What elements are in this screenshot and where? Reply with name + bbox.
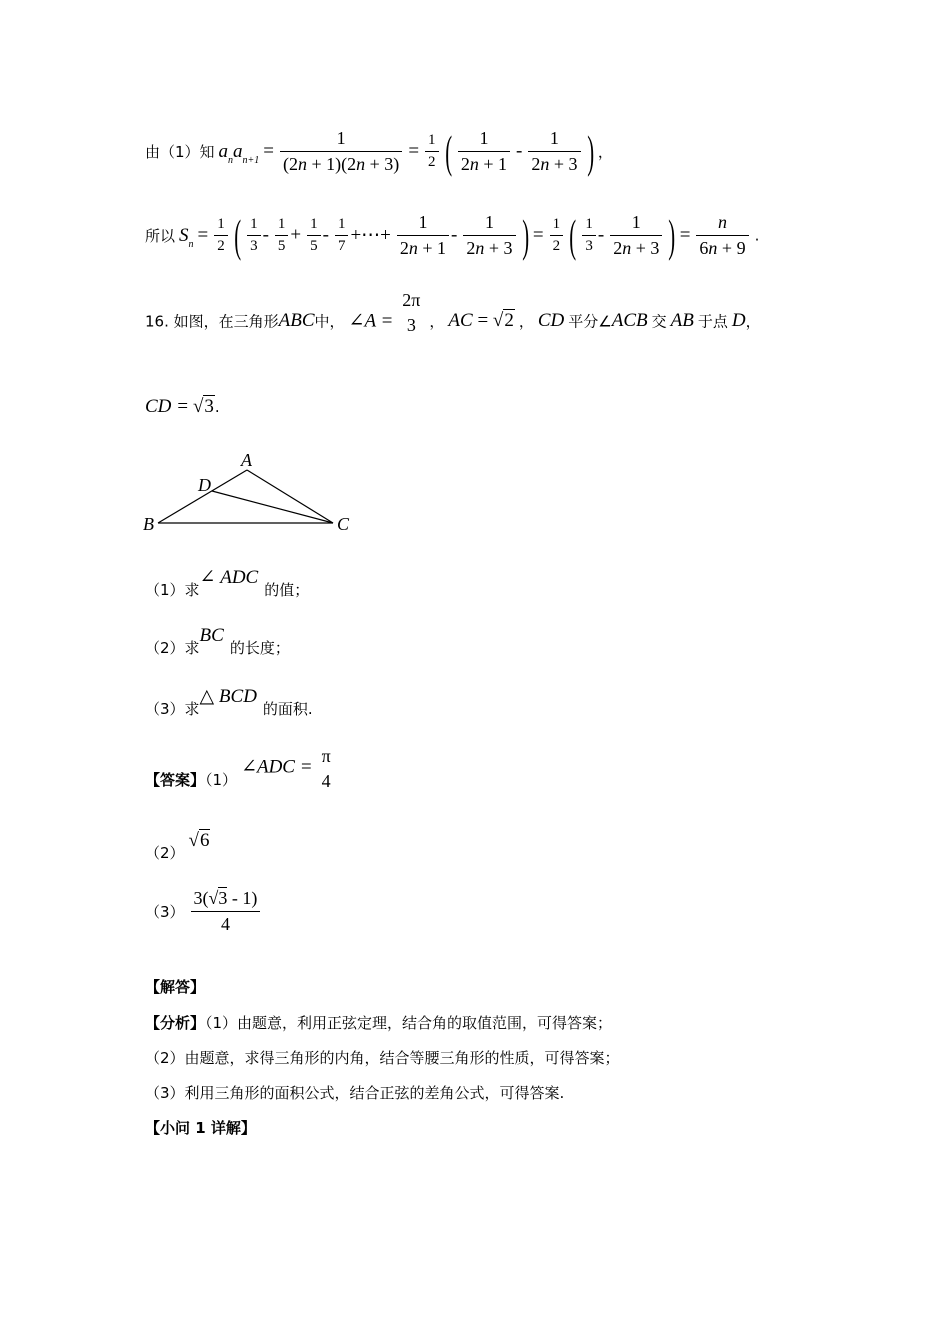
label-b: B [143, 514, 154, 534]
formula-line-1: 由（1）知 $a_na_{n+1}$ = $\frac{1}{(2n + 1)(2n + 3)}$ = $\frac{1}{2}$ ( $\frac{1}{2n + 1}$ - $\frac{1}{2n + 3}$ ) ， [145, 125, 613, 177]
angle-a-frac: 2π 3 [402, 290, 421, 335]
detail-label: 【小问 1 详解】 [145, 1119, 256, 1137]
analysis-2: （2）由题意，求得三角形的内角，结合等腰三角形的性质，可得答案； [145, 1049, 620, 1067]
analysis-1: 【分析】（1）由题意，利用正弦定理，结合角的取值范围，可得答案； [145, 1014, 613, 1032]
question-1: （1）求∠ ADC的值； [145, 567, 310, 599]
question-2: （2）求BC的长度； [145, 625, 290, 657]
answer-3: （3） $\frac{3(√3 - 1)}{4}$ [145, 888, 262, 935]
formula-line-2: 所以 $S_n$ = $\frac{1}{2}$ ( $\frac{1}{3}$ - $\frac{1}{5}$ + $\frac{1}{5}$ - $\frac{1}{7}$ +⋯+ $\frac{1}{2n + 1}$ - $\frac{1}{2n + 3}$ ) = $\frac{1}{2}$ ( $\frac{1}{3}$ - $\frac{1}{2n + 3}$ ) = $\frac{n}{6n + 9}$ . [145, 209, 760, 261]
triangle-figure [140, 448, 370, 538]
line2-prefix: 所以 [145, 227, 176, 245]
cd-value-line: CD = √3. [145, 396, 220, 417]
answer-1: 【答案】（1） ∠ADC = π 4 [145, 746, 331, 791]
frac-product: $\frac{1}{(2n + 1)(2n + 3)}$ [280, 128, 402, 175]
solution-label: 【解答】 [145, 978, 206, 996]
analysis-3: （3）利用三角形的面积公式，结合正弦的差角公式，可得答案. [145, 1084, 565, 1102]
line1-prefix: 由（1）知 [145, 143, 215, 161]
segment-ac [247, 470, 333, 523]
a-n-a-n1: $a_na_{n+1}$ [218, 140, 260, 166]
label-a: A [241, 450, 252, 470]
label-c: C [337, 514, 350, 534]
segment-dc [212, 491, 333, 523]
answer-2: （2） √6 [145, 830, 210, 862]
problem-16: 16. 如图，在三角形ABC中， ∠A = 2π 3 ， AC = √2 ， CD 平分∠ACB 交 AB 于点 D， [145, 290, 761, 335]
question-3: （3）求△ BCD的面积. [145, 686, 313, 718]
label-d: D [198, 475, 211, 495]
